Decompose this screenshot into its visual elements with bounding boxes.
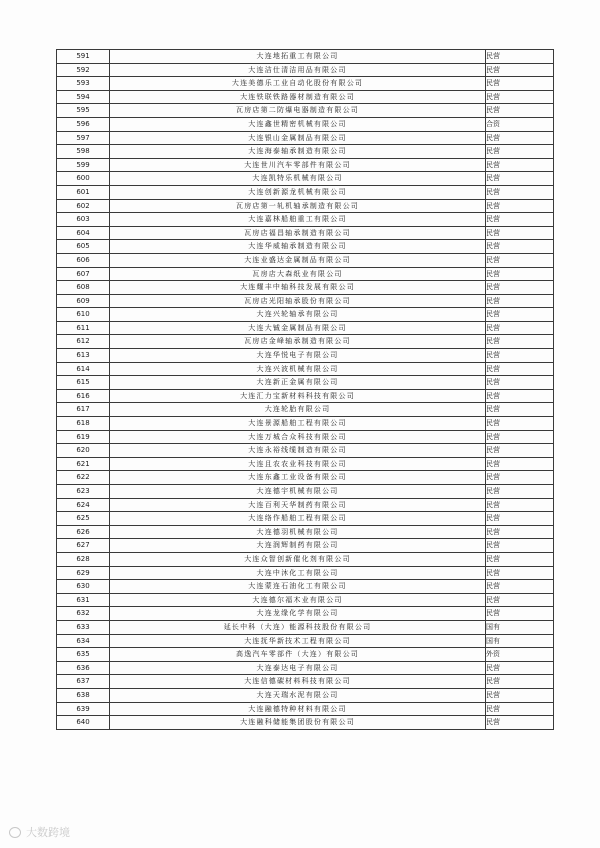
- company-name: 大连华威轴承制造有限公司: [110, 240, 486, 254]
- row-number: 620: [57, 444, 110, 458]
- row-number: 598: [57, 145, 110, 159]
- ownership-type: 外资: [486, 648, 554, 662]
- ownership-type: 民营: [486, 457, 554, 471]
- table-row: [57, 240, 554, 254]
- ownership-type: 民营: [486, 498, 554, 512]
- row-number: 606: [57, 253, 110, 267]
- row-number: 599: [57, 158, 110, 172]
- company-name: 大连鑫世精密机械有限公司: [110, 117, 486, 131]
- table-row: [57, 471, 554, 485]
- table-row: [57, 403, 554, 417]
- row-number: 610: [57, 308, 110, 322]
- company-name: 大连德宇机械有限公司: [110, 485, 486, 499]
- row-number: 632: [57, 607, 110, 621]
- row-number: 633: [57, 620, 110, 634]
- row-number: 602: [57, 199, 110, 213]
- table-row: [57, 580, 554, 594]
- ownership-type: 民营: [486, 444, 554, 458]
- ownership-type: 民营: [486, 50, 554, 64]
- table-row: [57, 199, 554, 213]
- ownership-type: 民营: [486, 267, 554, 281]
- ownership-type: 民营: [486, 485, 554, 499]
- table-row: [57, 620, 554, 634]
- company-name: 大连百利天华制药有限公司: [110, 498, 486, 512]
- table-row: [57, 335, 554, 349]
- company-name: 大连创新源龙机械有限公司: [110, 185, 486, 199]
- row-number: 603: [57, 213, 110, 227]
- row-number: 609: [57, 294, 110, 308]
- ownership-type: 民营: [486, 525, 554, 539]
- company-name: 大连嘉林船舶重工有限公司: [110, 213, 486, 227]
- ownership-type: 民营: [486, 362, 554, 376]
- company-name: 大连众智创新催化剂有限公司: [110, 552, 486, 566]
- table-row: [57, 688, 554, 702]
- ownership-type: 民营: [486, 158, 554, 172]
- company-name: 大连地拓重工有限公司: [110, 50, 486, 64]
- table-row: [57, 485, 554, 499]
- table-row: [57, 675, 554, 689]
- table-row: [57, 417, 554, 431]
- row-number: 624: [57, 498, 110, 512]
- company-name: 大连耀丰中轴科技发展有限公司: [110, 281, 486, 295]
- row-number: 625: [57, 512, 110, 526]
- company-name: 大连凯特乐机械有限公司: [110, 172, 486, 186]
- row-number: 591: [57, 50, 110, 64]
- company-name: 大连大铖金属制品有限公司: [110, 321, 486, 335]
- company-name: 大连铁联铁路器材制造有限公司: [110, 90, 486, 104]
- company-name: 大连银山金属制品有限公司: [110, 131, 486, 145]
- company-name: 大连新正金属有限公司: [110, 376, 486, 390]
- row-number: 617: [57, 403, 110, 417]
- table-row: [57, 430, 554, 444]
- ownership-type: 民营: [486, 213, 554, 227]
- ownership-type: 民营: [486, 104, 554, 118]
- company-name: 大连德尔福木业有限公司: [110, 593, 486, 607]
- row-number: 601: [57, 185, 110, 199]
- row-number: 616: [57, 389, 110, 403]
- row-number: 629: [57, 566, 110, 580]
- table-row: [57, 444, 554, 458]
- row-number: 623: [57, 485, 110, 499]
- row-number: 630: [57, 580, 110, 594]
- table-row: [57, 63, 554, 77]
- company-name: 大连融德特种材料有限公司: [110, 702, 486, 716]
- table-row: [57, 90, 554, 104]
- company-name: 大连润辉制药有限公司: [110, 539, 486, 553]
- row-number: 594: [57, 90, 110, 104]
- table-row: [57, 525, 554, 539]
- ownership-type: 民营: [486, 552, 554, 566]
- ownership-type: 民营: [486, 90, 554, 104]
- ownership-type: 民营: [486, 675, 554, 689]
- row-number: 600: [57, 172, 110, 186]
- ownership-type: 民营: [486, 185, 554, 199]
- ownership-type: 国有: [486, 620, 554, 634]
- ownership-type: 民营: [486, 77, 554, 91]
- table-row: [57, 104, 554, 118]
- company-name: 大连兴波机械有限公司: [110, 362, 486, 376]
- ownership-type: 民营: [486, 403, 554, 417]
- table-row: [57, 253, 554, 267]
- ownership-type: 民营: [486, 471, 554, 485]
- ownership-type: 民营: [486, 349, 554, 363]
- enterprise-table: [56, 49, 554, 730]
- ownership-type: 民营: [486, 145, 554, 159]
- ownership-type: 民营: [486, 389, 554, 403]
- table-row: [57, 294, 554, 308]
- row-number: 626: [57, 525, 110, 539]
- ownership-type: 民营: [486, 172, 554, 186]
- table-row: [57, 158, 554, 172]
- row-number: 593: [57, 77, 110, 91]
- company-name: 大连融科储能集团股份有限公司: [110, 716, 486, 730]
- company-name: 大连中沐化工有限公司: [110, 566, 486, 580]
- company-name: 大连业盛达金属制品有限公司: [110, 253, 486, 267]
- row-number: 634: [57, 634, 110, 648]
- ownership-type: 民营: [486, 294, 554, 308]
- company-name: 大连络作船舶工程有限公司: [110, 512, 486, 526]
- company-name: 瓦房店福昌轴承制造有限公司: [110, 226, 486, 240]
- table-row: [57, 552, 554, 566]
- row-number: 597: [57, 131, 110, 145]
- table-row: [57, 716, 554, 730]
- ownership-type: 民营: [486, 566, 554, 580]
- row-number: 621: [57, 457, 110, 471]
- company-name: 瓦房店光阳轴承股份有限公司: [110, 294, 486, 308]
- row-number: 627: [57, 539, 110, 553]
- ownership-type: 民营: [486, 226, 554, 240]
- table-row: [57, 321, 554, 335]
- company-name: 大连轮胎有限公司: [110, 403, 486, 417]
- row-number: 614: [57, 362, 110, 376]
- company-name: 大连泰达电子有限公司: [110, 661, 486, 675]
- company-name: 瓦房店大森纸业有限公司: [110, 267, 486, 281]
- row-number: 604: [57, 226, 110, 240]
- company-name: 大连龙缘化学有限公司: [110, 607, 486, 621]
- table-row: [57, 593, 554, 607]
- ownership-type: 民营: [486, 281, 554, 295]
- row-number: 637: [57, 675, 110, 689]
- company-name: 大连蒙连石油化工有限公司: [110, 580, 486, 594]
- ownership-type: 民营: [486, 702, 554, 716]
- ownership-type: 民营: [486, 335, 554, 349]
- row-number: 636: [57, 661, 110, 675]
- company-name: 大连且农农业科技有限公司: [110, 457, 486, 471]
- table-row: [57, 281, 554, 295]
- row-number: 635: [57, 648, 110, 662]
- table-row: [57, 539, 554, 553]
- table-row: [57, 77, 554, 91]
- company-name: 瓦房店第二防爆电器制造有限公司: [110, 104, 486, 118]
- table-row: [57, 226, 554, 240]
- company-name: 大连洁仕清洁用品有限公司: [110, 63, 486, 77]
- table-row: [57, 457, 554, 471]
- ownership-type: 民营: [486, 308, 554, 322]
- ownership-type: 民营: [486, 199, 554, 213]
- ownership-type: 民营: [486, 131, 554, 145]
- company-name: 大连东鑫工业设备有限公司: [110, 471, 486, 485]
- ownership-type: 民营: [486, 417, 554, 431]
- row-number: 618: [57, 417, 110, 431]
- ownership-type: 民营: [486, 716, 554, 730]
- company-name: 大连世川汽车零部件有限公司: [110, 158, 486, 172]
- table-row: [57, 267, 554, 281]
- ownership-type: 民营: [486, 512, 554, 526]
- row-number: 592: [57, 63, 110, 77]
- ownership-type: 民营: [486, 376, 554, 390]
- watermark-text: 大数跨境: [26, 826, 70, 839]
- ownership-type: 国有: [486, 634, 554, 648]
- company-name: 大连美德乐工业自动化股份有限公司: [110, 77, 486, 91]
- table-row: [57, 376, 554, 390]
- table-row: [57, 389, 554, 403]
- row-number: 619: [57, 430, 110, 444]
- table-row: [57, 117, 554, 131]
- row-number: 639: [57, 702, 110, 716]
- row-number: 607: [57, 267, 110, 281]
- company-name: 瓦房店第一轧机轴承制造有限公司: [110, 199, 486, 213]
- row-number: 615: [57, 376, 110, 390]
- table-row: [57, 634, 554, 648]
- table-row: [57, 185, 554, 199]
- company-name: 大连永裕线缆制造有限公司: [110, 444, 486, 458]
- row-number: 605: [57, 240, 110, 254]
- company-name: 大连信德碳材料科技有限公司: [110, 675, 486, 689]
- row-number: 638: [57, 688, 110, 702]
- company-name: 大连华悦电子有限公司: [110, 349, 486, 363]
- row-number: 631: [57, 593, 110, 607]
- company-name: 延长中科（大连）能源科技股份有限公司: [110, 620, 486, 634]
- ownership-type: 民营: [486, 430, 554, 444]
- table-row: [57, 131, 554, 145]
- table-row: [57, 648, 554, 662]
- ownership-type: 民营: [486, 253, 554, 267]
- ownership-type: 民营: [486, 688, 554, 702]
- table-row: [57, 566, 554, 580]
- table-row: [57, 145, 554, 159]
- company-name: 大连天瑞水泥有限公司: [110, 688, 486, 702]
- company-name: 大连海泰轴承制造有限公司: [110, 145, 486, 159]
- company-name: 大连万城合众科技有限公司: [110, 430, 486, 444]
- company-name: 高逸汽车零部件（大连）有限公司: [110, 648, 486, 662]
- ownership-type: 合资: [486, 117, 554, 131]
- watermark-logo-icon: [8, 826, 22, 838]
- row-number: 628: [57, 552, 110, 566]
- row-number: 622: [57, 471, 110, 485]
- table-row: [57, 702, 554, 716]
- company-name: 瓦房店金峰轴承制造有限公司: [110, 335, 486, 349]
- ownership-type: 民营: [486, 607, 554, 621]
- row-number: 595: [57, 104, 110, 118]
- ownership-type: 民营: [486, 661, 554, 675]
- table-row: [57, 362, 554, 376]
- ownership-type: 民营: [486, 593, 554, 607]
- watermark: [8, 824, 70, 840]
- table-row: [57, 308, 554, 322]
- table-row: [57, 607, 554, 621]
- table-body: [57, 50, 554, 730]
- ownership-type: 民营: [486, 63, 554, 77]
- table-row: [57, 50, 554, 64]
- row-number: 608: [57, 281, 110, 295]
- table-row: [57, 349, 554, 363]
- row-number: 596: [57, 117, 110, 131]
- company-name: 大连德羽机械有限公司: [110, 525, 486, 539]
- table-row: [57, 498, 554, 512]
- row-number: 612: [57, 335, 110, 349]
- table-row: [57, 172, 554, 186]
- row-number: 640: [57, 716, 110, 730]
- ownership-type: 民营: [486, 580, 554, 594]
- row-number: 611: [57, 321, 110, 335]
- company-name: 大连汇力宝新材料科技有限公司: [110, 389, 486, 403]
- company-name: 大连兴轮轴承有限公司: [110, 308, 486, 322]
- company-name: 大连抚华新技术工程有限公司: [110, 634, 486, 648]
- table-row: [57, 661, 554, 675]
- ownership-type: 民营: [486, 539, 554, 553]
- row-number: 613: [57, 349, 110, 363]
- ownership-type: 民营: [486, 240, 554, 254]
- ownership-type: 民营: [486, 321, 554, 335]
- table-row: [57, 213, 554, 227]
- table-row: [57, 512, 554, 526]
- company-name: 大连景源船舶工程有限公司: [110, 417, 486, 431]
